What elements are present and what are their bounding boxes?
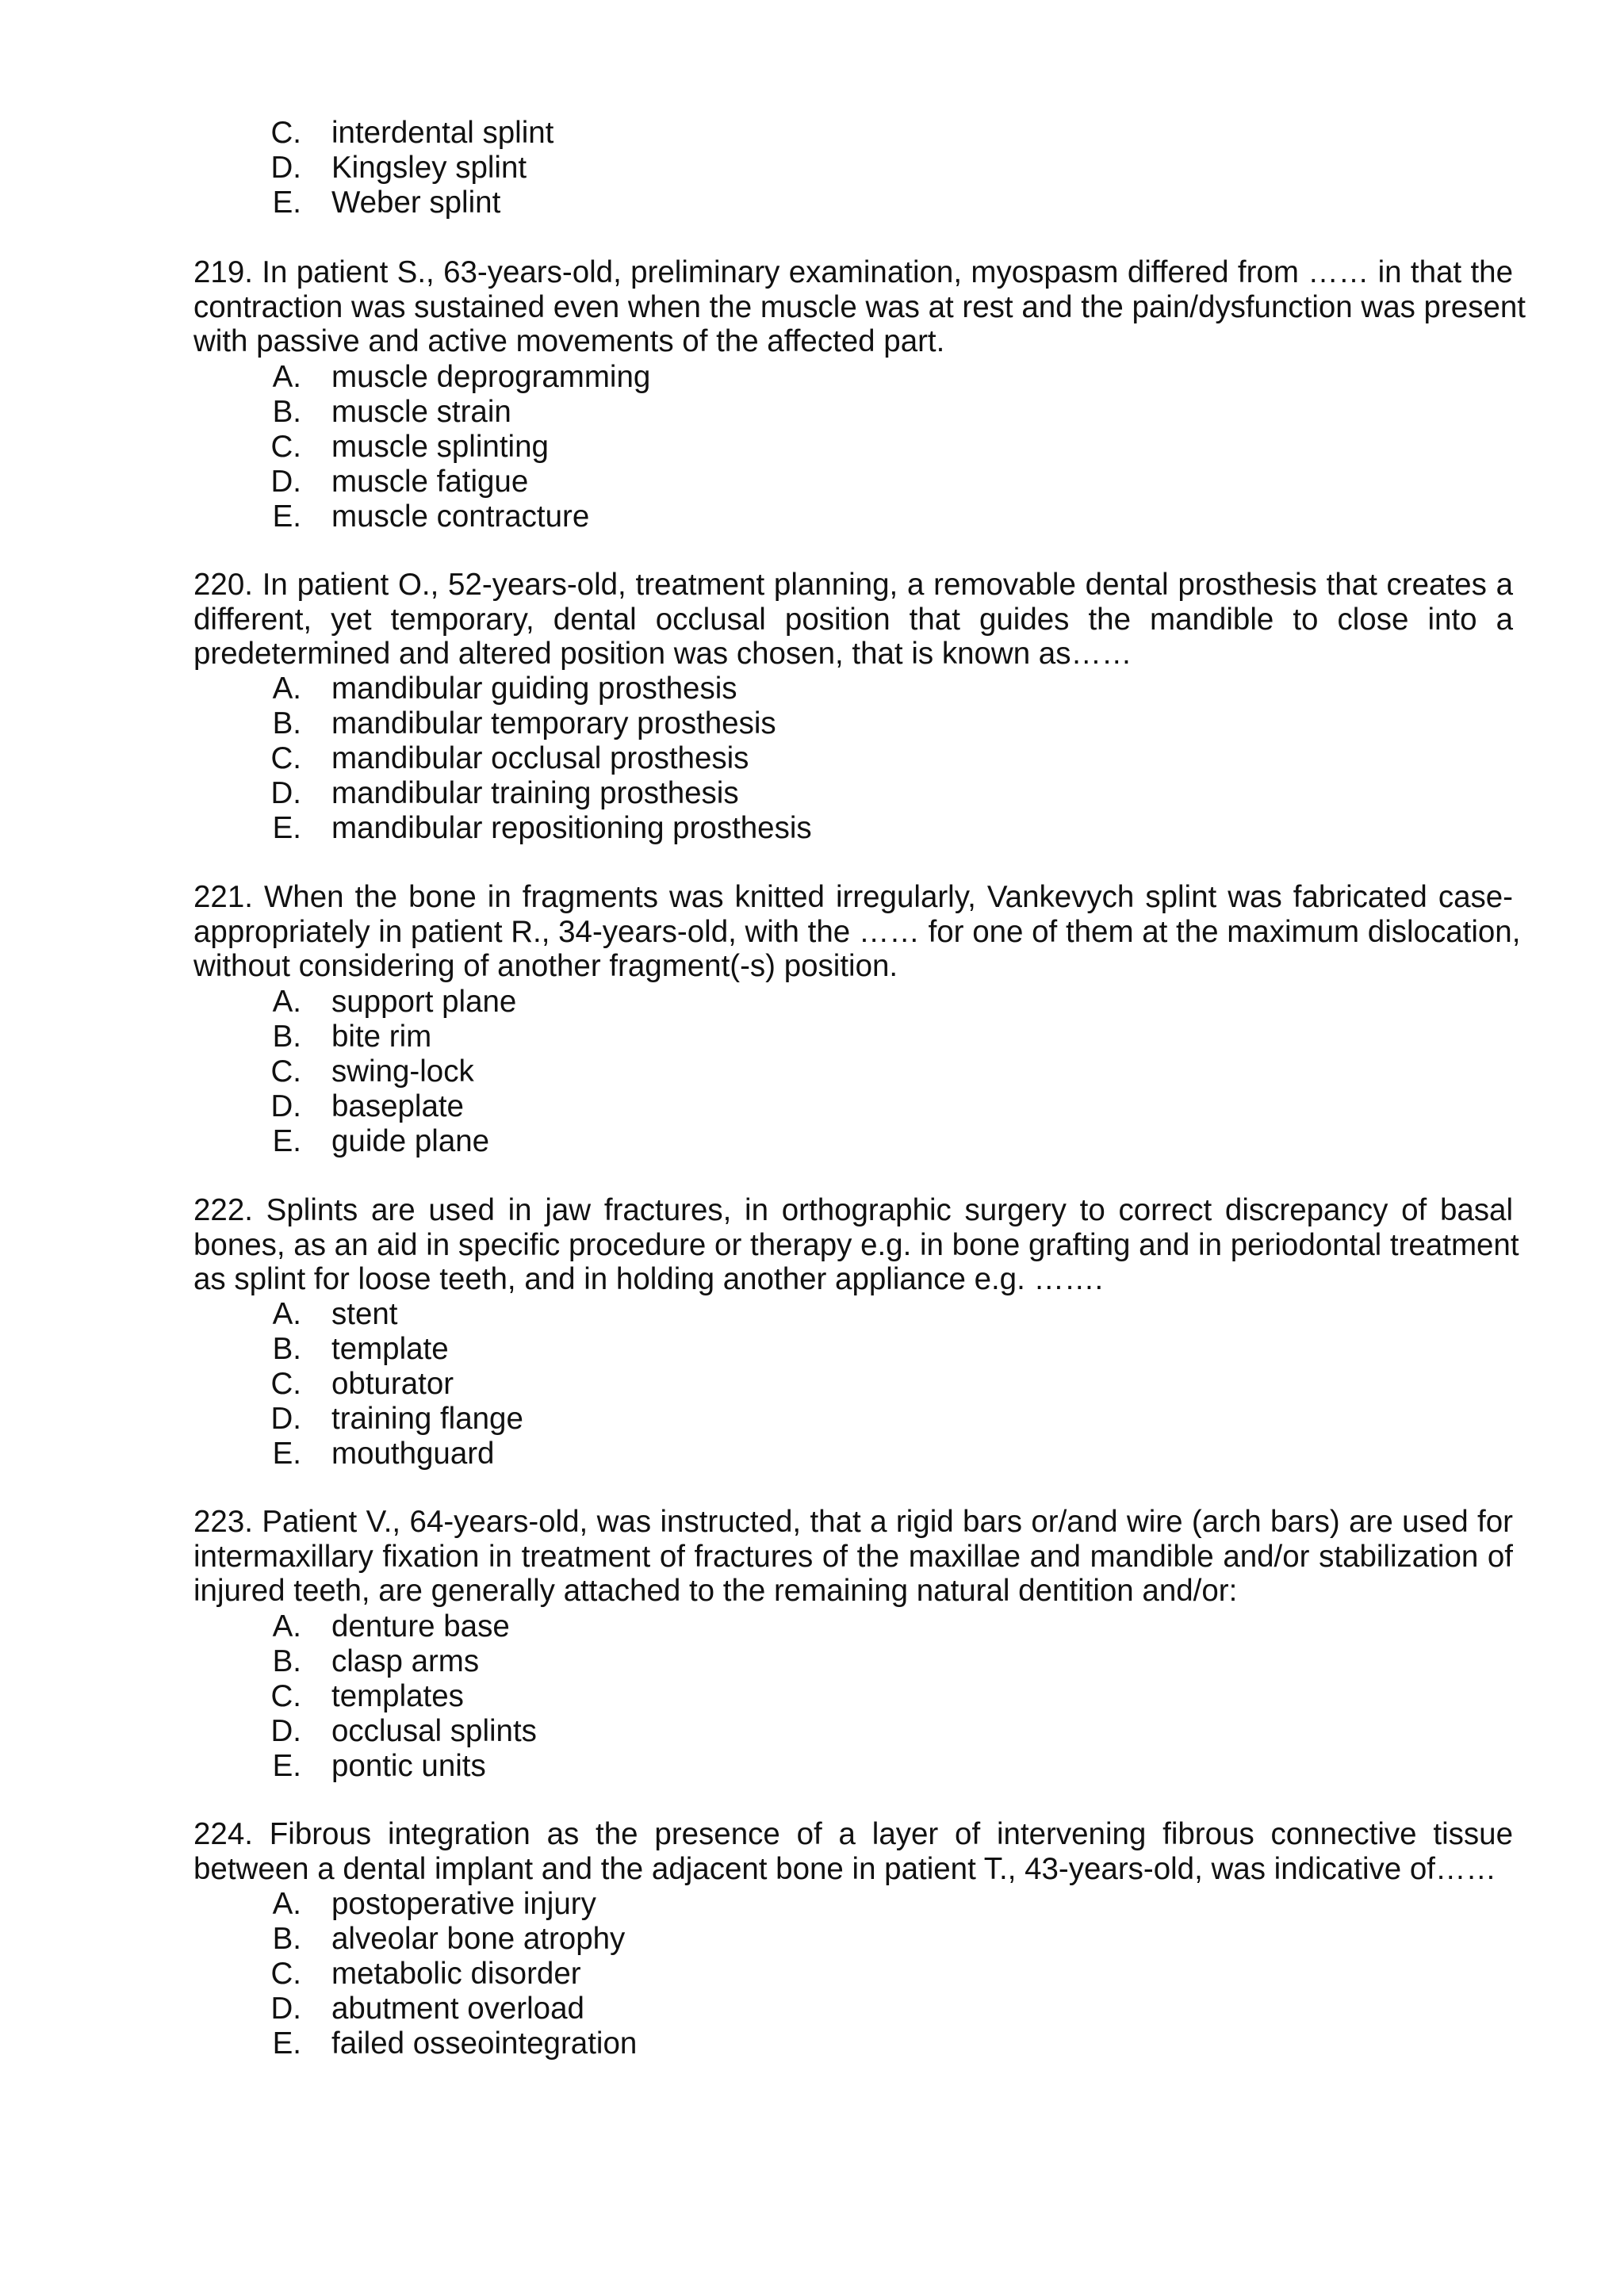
option-text: metabolic disorder	[331, 1957, 581, 1991]
option-text: mandibular occlusal prosthesis	[331, 741, 749, 775]
option-letter: C.	[270, 1367, 301, 1401]
option-letter: C.	[270, 116, 301, 150]
option-letter: D.	[270, 1714, 301, 1748]
question-224-stem	[193, 1817, 1513, 1886]
stem-line: 221. When the bone in fragments was knitted irregularly, Vankevych splint was fabricated case-	[193, 880, 1513, 914]
option-letter: E.	[272, 1749, 301, 1783]
option-text: templates	[331, 1679, 464, 1713]
option-letter: D.	[270, 1402, 301, 1436]
option-text: training flange	[331, 1402, 523, 1436]
option-text: clasp arms	[331, 1644, 480, 1678]
question-220-stem	[193, 568, 1513, 672]
option-letter: D.	[270, 465, 301, 499]
option-text: abutment overload	[331, 1992, 584, 2026]
option-letter: D.	[270, 776, 301, 810]
option-letter: B.	[272, 395, 301, 429]
stem-line: contraction was sustained even when the muscle was at rest and the pain/dysfunction was present	[193, 289, 1526, 324]
option-text: Weber splint	[331, 186, 501, 220]
option-letter: B.	[272, 1332, 301, 1366]
stem-line: as splint for loose teeth, and in holding another appliance e.g. …….	[193, 1262, 1104, 1297]
option-letter: E.	[272, 186, 301, 220]
stem-line: 224. Fibrous integration as the presence of a layer of intervening fibrous connective tissue	[193, 1817, 1513, 1851]
option-letter: C.	[270, 1054, 301, 1089]
option-letter: B.	[272, 706, 301, 740]
option-letter: D.	[270, 1089, 301, 1123]
option-text: swing-lock	[331, 1054, 474, 1089]
option-letter: A.	[272, 985, 301, 1019]
option-text: alveolar bone atrophy	[331, 1922, 626, 1956]
option-letter: B.	[272, 1922, 301, 1956]
option-text: obturator	[331, 1367, 454, 1401]
option-text: mouthguard	[331, 1437, 495, 1471]
stem-line: without considering of another fragment(-s) position.	[193, 949, 898, 984]
option-text: postoperative injury	[331, 1887, 596, 1921]
option-letter: A.	[272, 1887, 301, 1921]
option-text: template	[331, 1332, 449, 1366]
stem-line: 222. Splints are used in jaw fractures, in orthographic surgery to correct discrepancy of basal	[193, 1193, 1513, 1227]
option-text: guide plane	[331, 1124, 490, 1158]
option-letter: C.	[270, 1679, 301, 1713]
option-letter: A.	[272, 672, 301, 706]
question-222-stem	[193, 1193, 1519, 1297]
option-text: stent	[331, 1297, 398, 1331]
stem-line: predetermined and altered position was chosen, that is known as……	[193, 637, 1132, 672]
option-text: support plane	[331, 985, 517, 1019]
option-text: denture base	[331, 1609, 510, 1644]
question-221-stem	[193, 880, 1521, 984]
option-text: bite rim	[331, 1020, 432, 1054]
question-219-stem	[193, 255, 1526, 359]
option-text: mandibular temporary prosthesis	[331, 706, 776, 740]
option-letter: E.	[272, 2026, 301, 2061]
option-text: occlusal splints	[331, 1714, 537, 1748]
option-letter: D.	[270, 151, 301, 185]
option-letter: A.	[272, 1609, 301, 1644]
option-letter: B.	[272, 1020, 301, 1054]
stem-line: between a dental implant and the adjacent bone in patient T., 43-years-old, was indicative of……	[193, 1851, 1496, 1886]
option-text: pontic units	[331, 1749, 486, 1783]
stem-line: 223. Patient V., 64-years-old, was instructed, that a rigid bars or/and wire (arch bars) are used for	[193, 1505, 1513, 1539]
stem-line: appropriately in patient R., 34-years-old, with the …… for one of them at the maximum dislocation,	[193, 914, 1521, 949]
option-text: baseplate	[331, 1089, 464, 1123]
stem-line: injured teeth, are generally attached to the remaining natural dentition and/or:	[193, 1574, 1238, 1609]
stem-line: with passive and active movements of the affected part.	[193, 324, 945, 359]
option-text: muscle fatigue	[331, 465, 529, 499]
option-letter: A.	[272, 1297, 301, 1331]
option-text: mandibular training prosthesis	[331, 776, 739, 810]
stem-line: 219. In patient S., 63-years-old, preliminary examination, myospasm differed from …… in that the	[193, 255, 1513, 289]
option-letter: D.	[270, 1992, 301, 2026]
option-letter: E.	[272, 499, 301, 534]
stem-line: different, yet temporary, dental occlusal position that guides the mandible to close into a	[193, 602, 1513, 637]
option-text: interdental splint	[331, 116, 554, 150]
option-text: muscle contracture	[331, 499, 590, 534]
option-text: mandibular repositioning prosthesis	[331, 811, 812, 845]
stem-line: 220. In patient O., 52-years-old, treatment planning, a removable dental prosthesis that creates a	[193, 568, 1513, 602]
option-letter: E.	[272, 1437, 301, 1471]
option-text: mandibular guiding prosthesis	[331, 672, 737, 706]
option-text: muscle splinting	[331, 430, 549, 464]
stem-line: bones, as an aid in specific procedure or therapy e.g. in bone grafting and in periodontal treatment	[193, 1227, 1519, 1262]
option-text: failed osseointegration	[331, 2026, 638, 2061]
option-letter: B.	[272, 1644, 301, 1678]
option-letter: C.	[270, 430, 301, 464]
option-letter: E.	[272, 1124, 301, 1158]
option-letter: C.	[270, 741, 301, 775]
option-letter: C.	[270, 1957, 301, 1991]
option-text: muscle deprogramming	[331, 360, 651, 394]
option-text: muscle strain	[331, 395, 511, 429]
option-letter: A.	[272, 360, 301, 394]
stem-line: intermaxillary fixation in treatment of fractures of the maxillae and mandible and/or stabilization of	[193, 1539, 1513, 1574]
option-text: Kingsley splint	[331, 151, 527, 185]
question-223-stem	[193, 1505, 1513, 1609]
option-letter: E.	[272, 811, 301, 845]
